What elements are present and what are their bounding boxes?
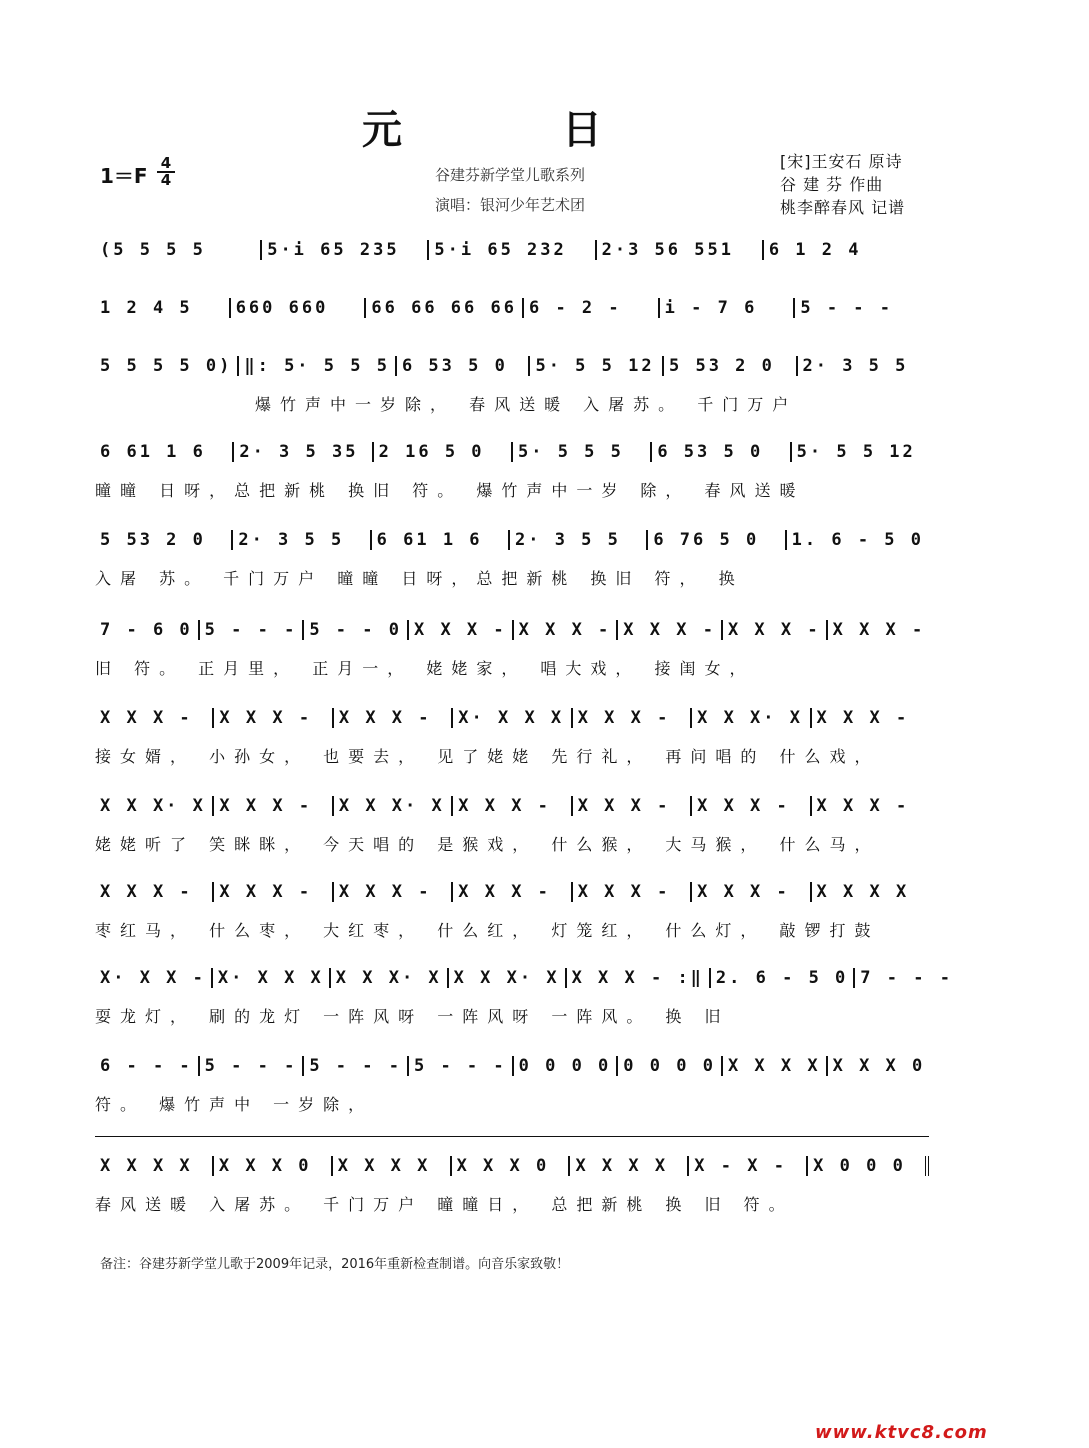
measure: 7 - 6 0 — [100, 620, 193, 640]
measure: 0 0 0 0 — [512, 1056, 617, 1076]
notation-row — [95, 1046, 929, 1086]
measure: 2. 6 - 5 0 — [709, 968, 853, 988]
measure: X X X - — [451, 882, 570, 902]
lyrics-row: 曈曈 日呀，总把新桃 换旧 符。 爆竹声中一岁 除， 春风送暖 — [95, 481, 805, 500]
measure: X· X X - — [100, 968, 206, 988]
measure: 660 660 — [229, 298, 365, 318]
measure: X X X X — [100, 1156, 193, 1176]
poet-credit: [宋]王安石 原诗 — [780, 152, 903, 171]
measure: X X X· X — [332, 796, 451, 816]
measure: 6 61 1 6 — [100, 442, 206, 462]
measure: 66 66 66 66 — [364, 298, 522, 318]
measure: 5 - - - — [407, 1056, 512, 1076]
measure: X X X - :‖ — [565, 968, 709, 988]
measure: 5·i 65 235 — [260, 240, 427, 260]
measure: X X X - — [571, 708, 690, 728]
measure: 5 - - - — [302, 1056, 407, 1076]
notation-row — [95, 958, 953, 998]
measure: 6 76 5 0 — [646, 530, 784, 550]
lyrics-row: 春风送暖 入屠苏。 千门万户 曈曈日， 总把新桃 换 旧 符。 — [95, 1195, 794, 1214]
measure: 6 - - - — [100, 1056, 193, 1076]
score-line — [95, 1146, 929, 1234]
notation-row — [95, 786, 929, 826]
measure: 5 - - - — [198, 620, 303, 640]
singer-name: 演唱：银河少年艺术团 — [434, 196, 585, 214]
credits — [780, 150, 928, 219]
measure: X X X - — [810, 708, 929, 728]
time-signature-top: 4 — [157, 156, 175, 173]
measure: X X X - — [826, 620, 931, 640]
series-name: 谷建芬新学堂儿歌系列 — [434, 166, 585, 184]
measure: X X X X — [721, 1056, 826, 1076]
measure: 6 - 2 - — [522, 298, 658, 318]
measure: 1. 6 - 5 0 — [785, 530, 929, 550]
measure: X X X 0 — [450, 1156, 569, 1176]
measure: X X X - — [100, 882, 193, 902]
measure: 2· 3 5 5 — [796, 356, 930, 376]
notation-row — [95, 432, 929, 472]
measure: 5 53 2 0 — [662, 356, 796, 376]
measure: X X X - — [571, 796, 690, 816]
measure: 5· 5 5 12 — [528, 356, 662, 376]
measure: X X X - — [451, 796, 570, 816]
measure: X X X X — [331, 1156, 450, 1176]
measure: 2· 3 5 5 — [231, 530, 369, 550]
lyrics-row: 接女婿， 小孙女， 也要去， 见了姥姥 先行礼， 再问唱的 什么戏， — [95, 747, 880, 766]
measure: X X X - — [212, 708, 331, 728]
measure: 1 2 4 5 — [100, 298, 193, 318]
measure: 2 16 5 0 — [372, 442, 511, 462]
lyrics-row: 入屠 苏。 千门万户 曈曈 日呀，总把新桃 换旧 符， 换 — [95, 569, 744, 588]
notation-row — [95, 610, 929, 650]
measure: X X X - — [616, 620, 721, 640]
measure: X X X - — [212, 796, 331, 816]
notation-row — [95, 230, 929, 270]
time-signature — [157, 156, 175, 188]
measure: X X X - — [690, 882, 809, 902]
measure: 5·i 65 232 — [427, 240, 594, 260]
song-info — [380, 160, 640, 220]
lyrics-row: 爆竹声中一岁除， 春风送暖 入屠苏。 千门万户 — [255, 395, 798, 414]
measure: X X X· X — [329, 968, 447, 988]
measure: 2·3 56 551 — [595, 240, 762, 260]
composer-credit: 谷 建 芬 作曲 — [780, 175, 884, 194]
measure: 2· 3 5 35 — [232, 442, 371, 462]
measure: 6 53 5 0 — [395, 356, 529, 376]
measure: 0 0 0 0 — [616, 1056, 721, 1076]
score-line — [95, 698, 929, 786]
notation-row — [95, 1146, 929, 1186]
measure: 6 61 1 6 — [370, 530, 508, 550]
measure: X X X - — [810, 796, 929, 816]
measure: 6 1 2 4 — [762, 240, 929, 260]
measure: X X X· X — [690, 708, 809, 728]
site-watermark: www.ktvc8.com — [815, 1422, 988, 1443]
score-line — [95, 872, 929, 960]
notation-row — [95, 288, 929, 328]
measure: 5· 5 5 12 — [790, 442, 929, 462]
measure: X X X - — [407, 620, 512, 640]
score-line — [95, 958, 953, 1046]
measure: X 0 0 0 — [806, 1156, 929, 1176]
measure: X X X X — [810, 882, 929, 902]
score-line — [95, 1046, 929, 1134]
measure: X X X 0 — [826, 1056, 931, 1076]
measure: 5 - - - — [793, 298, 929, 318]
song-title: 元 日 — [362, 106, 662, 153]
measure: 5 53 2 0 — [100, 530, 206, 550]
measure: X X X - — [512, 620, 617, 640]
lyrics-row: 符。 爆竹声中 一岁除， — [95, 1095, 374, 1114]
score-line — [95, 432, 929, 520]
time-signature-bottom: 4 — [160, 171, 172, 189]
lyrics-row: 耍龙灯， 刷的龙灯 一阵风呀 一阵风呀 一阵风。 换 旧 — [95, 1007, 730, 1026]
score-line — [95, 610, 929, 698]
measure: X· X X X — [211, 968, 329, 988]
measure: X X X - — [100, 708, 193, 728]
measure: 2· 3 5 5 — [508, 530, 646, 550]
measure: X X X - — [332, 882, 451, 902]
measure: X X X - — [332, 708, 451, 728]
lyrics-row: 枣红马， 什么枣， 大红枣， 什么红， 灯笼红， 什么灯， 敲锣打鼓 — [95, 921, 880, 940]
measure: 7 - - - — [853, 968, 958, 988]
measure: X X X - — [721, 620, 826, 640]
notation-row — [95, 520, 929, 560]
score-line — [95, 346, 929, 434]
measure: X X X - — [212, 882, 331, 902]
key-signature: 1＝F — [100, 164, 148, 188]
notation-row — [95, 698, 929, 738]
measure: X X X· X — [447, 968, 565, 988]
measure: X - X - — [687, 1156, 806, 1176]
measure: X X X - — [690, 796, 809, 816]
notation-row — [95, 346, 929, 386]
lyrics-row: 旧 符。 正月里， 正月一， 姥姥家， 唱大戏， 接闺女， — [95, 659, 755, 678]
measure: 5 5 5 5 0) — [100, 356, 233, 376]
measure: (5 5 5 5 — [100, 240, 206, 260]
measure: 5 - - 0 — [302, 620, 407, 640]
measure: X X X· X — [100, 796, 206, 816]
measure: i - 7 6 — [658, 298, 794, 318]
measure: 5· 5 5 5 — [511, 442, 650, 462]
remark-note: 备注：谷建芬新学堂儿歌于2009年记录，2016年重新检查制谱。向音乐家致敬！ — [100, 1257, 570, 1272]
transcriber-credit: 桃李醉春风 记谱 — [780, 198, 906, 217]
score-line — [95, 520, 929, 608]
measure: 5 - - - — [198, 1056, 303, 1076]
measure: X· X X X — [451, 708, 570, 728]
divider — [95, 1136, 929, 1137]
measure: X X X - — [571, 882, 690, 902]
score-line — [95, 786, 929, 874]
notation-row — [95, 872, 929, 912]
measure: X X X 0 — [212, 1156, 331, 1176]
lyrics-row: 姥姥听了 笑眯眯， 今天唱的 是猴戏， 什么猴， 大马猴， 什么马， — [95, 835, 880, 854]
measure: X X X X — [568, 1156, 687, 1176]
measure: ‖: 5· 5 5 5 — [237, 356, 395, 376]
measure: 6 53 5 0 — [650, 442, 789, 462]
